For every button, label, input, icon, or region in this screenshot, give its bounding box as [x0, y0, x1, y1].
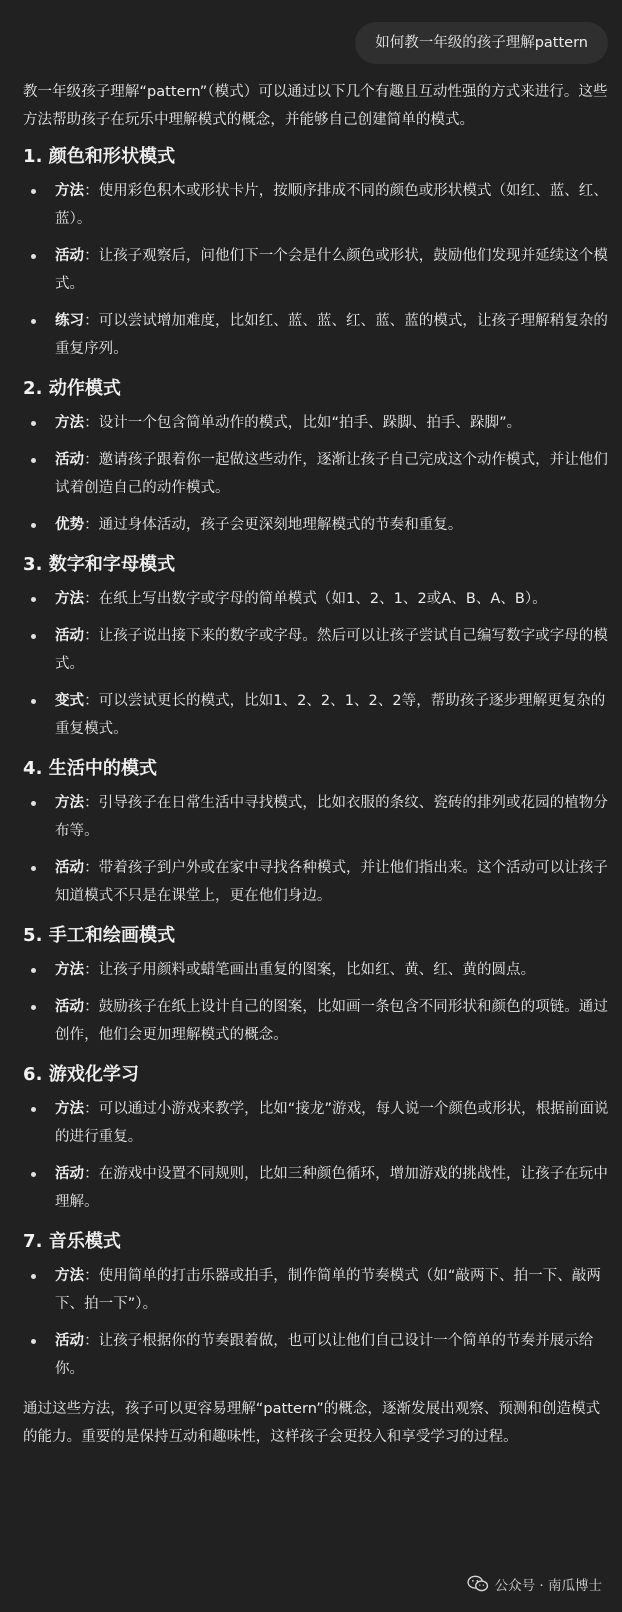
- item-term: 方法: [55, 1101, 85, 1117]
- list-item: [23, 242, 609, 298]
- item-text: ：带着孩子到户外或在家中寻找各种模式，并让他们指出来。这个活动可以让孩子知道模式不只是在课堂上，更在他们身边。: [55, 860, 608, 904]
- section-heading: 6. 游戏化学习: [23, 1064, 140, 1085]
- item-text: ：通过身体活动，孩子会更深刻地理解模式的节奏和重复。: [84, 517, 463, 533]
- bullet-icon: [31, 1172, 36, 1177]
- item-term: 活动: [55, 452, 85, 468]
- item-text: ：鼓励孩子在纸上设计自己的图案，比如画一条包含不同形状和颜色的项链。通过创作，他们会更加理解模式的概念。: [55, 999, 608, 1043]
- bullet-icon: [31, 458, 36, 463]
- item-text: ：在纸上写出数字或字母的简单模式（如1、2、1、2或A、B、A、B）。: [84, 591, 547, 607]
- watermark-text: 公众号 · 南瓜博士: [494, 1578, 602, 1594]
- item-text: ：使用简单的打击乐器或拍手，制作简单的节奏模式（如“敲两下、拍一下、敲两下、拍一下”）。: [55, 1268, 601, 1312]
- list-item: [23, 1095, 609, 1151]
- item-term: 练习: [55, 313, 85, 329]
- section-heading: 5. 手工和绘画模式: [23, 925, 176, 946]
- item-text: ：引导孩子在日常生活中寻找模式，比如衣服的条纹、瓷砖的排列或花园的植物分布等。: [55, 795, 608, 839]
- bullet-icon: [31, 968, 36, 973]
- user-message-bubble: 如何教一年级的孩子理解pattern: [355, 22, 608, 64]
- section-heading: 2. 动作模式: [23, 378, 121, 399]
- bullet-icon: [31, 254, 36, 259]
- bullet-icon: [31, 319, 36, 324]
- list-item: [23, 585, 609, 613]
- response-section: [23, 1061, 609, 1216]
- bullet-icon: [31, 801, 36, 806]
- item-term: 方法: [55, 415, 85, 431]
- item-term: 活动: [55, 628, 85, 644]
- section-heading: 4. 生活中的模式: [23, 758, 158, 779]
- list-item: [23, 307, 609, 363]
- bullet-list: [23, 585, 609, 743]
- item-term: 活动: [55, 1166, 85, 1182]
- item-term: 方法: [55, 962, 85, 978]
- bullet-list: [23, 1262, 609, 1383]
- section-heading: 7. 音乐模式: [23, 1231, 121, 1252]
- list-item: [23, 1262, 609, 1318]
- bullet-icon: [31, 523, 36, 528]
- item-text: ：使用彩色积木或形状卡片，按顺序排成不同的颜色或形状模式（如红、蓝、红、蓝）。: [55, 183, 608, 227]
- list-item: [23, 622, 609, 678]
- item-text: ：设计一个包含简单动作的模式，比如“拍手、跺脚、拍手、跺脚”。: [84, 415, 522, 431]
- list-item: [23, 446, 609, 502]
- wechat-icon: [467, 1575, 489, 1593]
- bullet-icon: [31, 1107, 36, 1112]
- item-text: ：让孩子根据你的节奏跟着做，也可以让他们自己设计一个简单的节奏并展示给你。: [55, 1333, 594, 1377]
- list-item: [23, 409, 609, 437]
- item-term: 变式: [55, 693, 85, 709]
- item-text: ：在游戏中设置不同规则，比如三种颜色循环，增加游戏的挑战性，让孩子在玩中理解。: [55, 1166, 608, 1210]
- item-term: 活动: [55, 1333, 85, 1349]
- list-item: [23, 511, 609, 539]
- item-term: 方法: [55, 795, 85, 811]
- list-item: [23, 993, 609, 1049]
- item-term: 活动: [55, 860, 85, 876]
- bullet-icon: [31, 699, 36, 704]
- item-term: 方法: [55, 591, 85, 607]
- list-item: [23, 177, 609, 233]
- bullet-icon: [31, 1339, 36, 1344]
- item-text: ：让孩子观察后，问他们下一个会是什么颜色或形状，鼓励他们发现并延续这个模式。: [55, 248, 608, 292]
- section-heading: 1. 颜色和形状模式: [23, 146, 176, 167]
- list-item: [23, 956, 609, 984]
- bullet-list: [23, 956, 609, 1049]
- item-term: 方法: [55, 183, 85, 199]
- bullet-icon: [31, 189, 36, 194]
- response-section: [23, 922, 609, 1049]
- response-section: [23, 551, 609, 743]
- bullet-icon: [31, 866, 36, 871]
- item-term: 优势: [55, 517, 85, 533]
- item-text: ：可以尝试更长的模式，比如1、2、2、1、2、2等，帮助孩子逐步理解更复杂的重复模式。: [55, 693, 606, 737]
- bullet-icon: [31, 634, 36, 639]
- bullet-icon: [31, 1005, 36, 1010]
- bullet-icon: [31, 1274, 36, 1279]
- list-item: [23, 789, 609, 845]
- item-text: ：可以通过小游戏来教学，比如“接龙”游戏，每人说一个颜色或形状，根据前面说的进行重复。: [55, 1101, 609, 1145]
- user-message-row: [355, 22, 608, 64]
- section-heading: 3. 数字和字母模式: [23, 554, 176, 575]
- response-section: [23, 755, 609, 910]
- item-text: ：可以尝试增加难度，比如红、蓝、蓝、红、蓝、蓝的模式，让孩子理解稍复杂的重复序列。: [55, 313, 608, 357]
- bullet-list: [23, 1095, 609, 1216]
- item-term: 方法: [55, 1268, 85, 1284]
- item-term: 活动: [55, 999, 85, 1015]
- list-item: [23, 1160, 609, 1216]
- response-sections: [23, 143, 609, 1383]
- bullet-icon: [31, 597, 36, 602]
- assistant-response: [23, 78, 609, 1466]
- bullet-icon: [31, 421, 36, 426]
- list-item: [23, 687, 609, 743]
- list-item: [23, 854, 609, 910]
- item-text: ：让孩子用颜料或蜡笔画出重复的图案，比如红、黄、红、黄的圆点。: [84, 962, 536, 978]
- item-text: ：邀请孩子跟着你一起做这些动作，逐渐让孩子自己完成这个动作模式，并让他们试着创造自己的动作模式。: [55, 452, 608, 496]
- bullet-list: [23, 789, 609, 910]
- response-intro: 教一年级孩子理解“pattern”（模式）可以通过以下几个有趣且互动性强的方式来进行。这些方法帮助孩子在玩乐中理解模式的概念，并能够自己创建简单的模式。: [23, 84, 608, 128]
- bullet-list: [23, 177, 609, 363]
- item-term: 活动: [55, 248, 85, 264]
- wechat-watermark: [467, 1574, 602, 1594]
- bullet-list: [23, 409, 609, 539]
- response-conclusion: 通过这些方法，孩子可以更容易理解“pattern”的概念，逐渐发展出观察、预测和创造模式的能力。重要的是保持互动和趣味性，这样孩子会更投入和享受学习的过程。: [23, 1401, 601, 1445]
- response-section: [23, 1228, 609, 1383]
- list-item: [23, 1327, 609, 1383]
- item-text: ：让孩子说出接下来的数字或字母。然后可以让孩子尝试自己编写数字或字母的模式。: [55, 628, 608, 672]
- response-section: [23, 143, 609, 363]
- response-section: [23, 375, 609, 539]
